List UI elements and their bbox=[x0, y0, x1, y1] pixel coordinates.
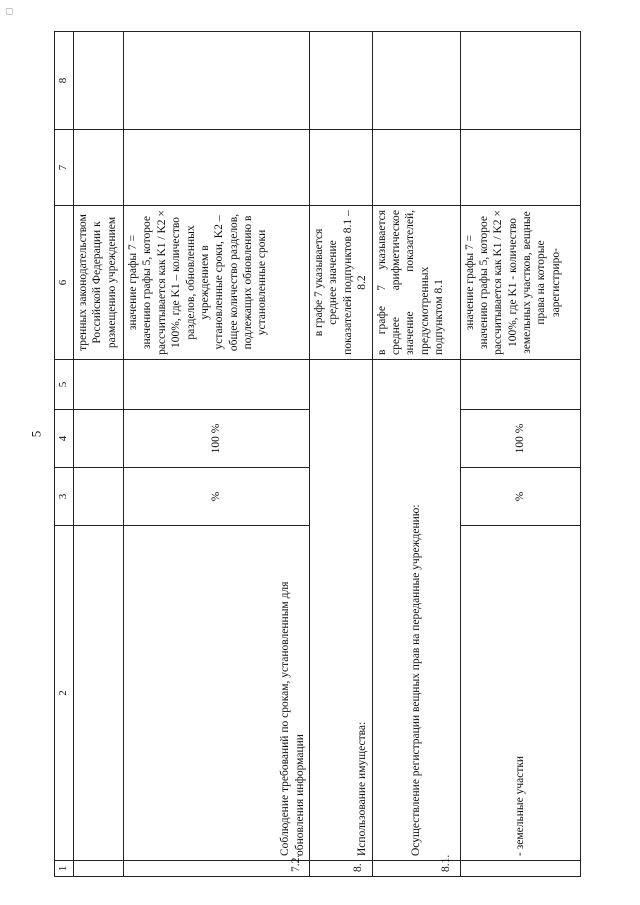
col8-cell bbox=[372, 32, 460, 130]
col8-cell bbox=[310, 32, 373, 130]
col5-cell bbox=[74, 360, 124, 410]
col8-cell bbox=[460, 32, 580, 130]
col8-cell bbox=[124, 32, 310, 130]
calc-description: тренных законодательством Российской Федерации к размещению учреждением bbox=[74, 206, 124, 360]
header-cell: 8 bbox=[55, 32, 74, 130]
row-number: 8. bbox=[310, 861, 373, 877]
criterion-name: - земельные участки bbox=[460, 526, 580, 861]
col7-cell bbox=[460, 130, 580, 206]
header-cell: 5 bbox=[55, 360, 74, 410]
table-row bbox=[74, 32, 124, 877]
table-row bbox=[460, 32, 580, 877]
table-row bbox=[310, 32, 373, 877]
corner-mark: ☐ bbox=[4, 7, 15, 16]
header-cell: 6 bbox=[55, 206, 74, 360]
header-cell: 3 bbox=[55, 468, 74, 526]
col7-cell bbox=[74, 130, 124, 206]
criterion-name: Осуществление регистрации вещных прав на переданные учреждению: bbox=[372, 360, 460, 861]
row-number: 7.2. bbox=[124, 861, 310, 877]
header-cell: 1 bbox=[55, 861, 74, 877]
header-cell: 4 bbox=[55, 410, 74, 468]
calc-description: в графе 7 указывается среднее значение показателей подпунктов 8.1 – 8.2 bbox=[310, 206, 373, 360]
col8-cell bbox=[74, 32, 124, 130]
criterion-name bbox=[74, 526, 124, 861]
criteria-table bbox=[54, 31, 581, 877]
unit-cell: % bbox=[460, 468, 580, 526]
table-row bbox=[124, 32, 310, 877]
calc-description: значение графы 7 = значению графы 5, которое рассчитывается как K1 / K2 × 100%, где K1 – количество разделов, обновленных учреждением в установленные сроки, K2 –общее количество разделов, подлежащих обновлению в установленные сроки bbox=[124, 206, 310, 360]
table-row bbox=[372, 32, 460, 877]
row-number bbox=[74, 861, 124, 877]
value-cell: 100 % bbox=[124, 410, 310, 468]
col7-cell bbox=[124, 130, 310, 206]
calc-description: значение графы 7 = значению графы 5, которое рассчитывается как K1 / K2 × 100%, где K1 - количество земельных участков, вещные права на которые зарегистриро- bbox=[460, 206, 580, 360]
header-cell: 7 bbox=[55, 130, 74, 206]
row-number bbox=[460, 861, 580, 877]
unit-cell bbox=[74, 468, 124, 526]
col7-cell bbox=[310, 130, 373, 206]
col5-cell bbox=[124, 360, 310, 410]
value-cell bbox=[74, 410, 124, 468]
header-row bbox=[55, 32, 74, 877]
header-cell: 2 bbox=[55, 526, 74, 861]
row-number: 8.1. bbox=[372, 861, 460, 877]
rotated-table-container bbox=[54, 32, 631, 877]
calc-description: в графе 7 указывается среднее арифметическое значение показателей, предусмотренных подпунктом 8.1 bbox=[372, 206, 460, 360]
col5-cell bbox=[460, 360, 580, 410]
value-cell: 100 % bbox=[460, 410, 580, 468]
unit-cell: % bbox=[124, 468, 310, 526]
col7-cell bbox=[372, 130, 460, 206]
page-number: 5 bbox=[28, 430, 44, 438]
criterion-name: Использование имущества: bbox=[310, 360, 373, 861]
criterion-name: Соблюдение требований по срокам, установленным для обновления информации bbox=[124, 526, 310, 861]
